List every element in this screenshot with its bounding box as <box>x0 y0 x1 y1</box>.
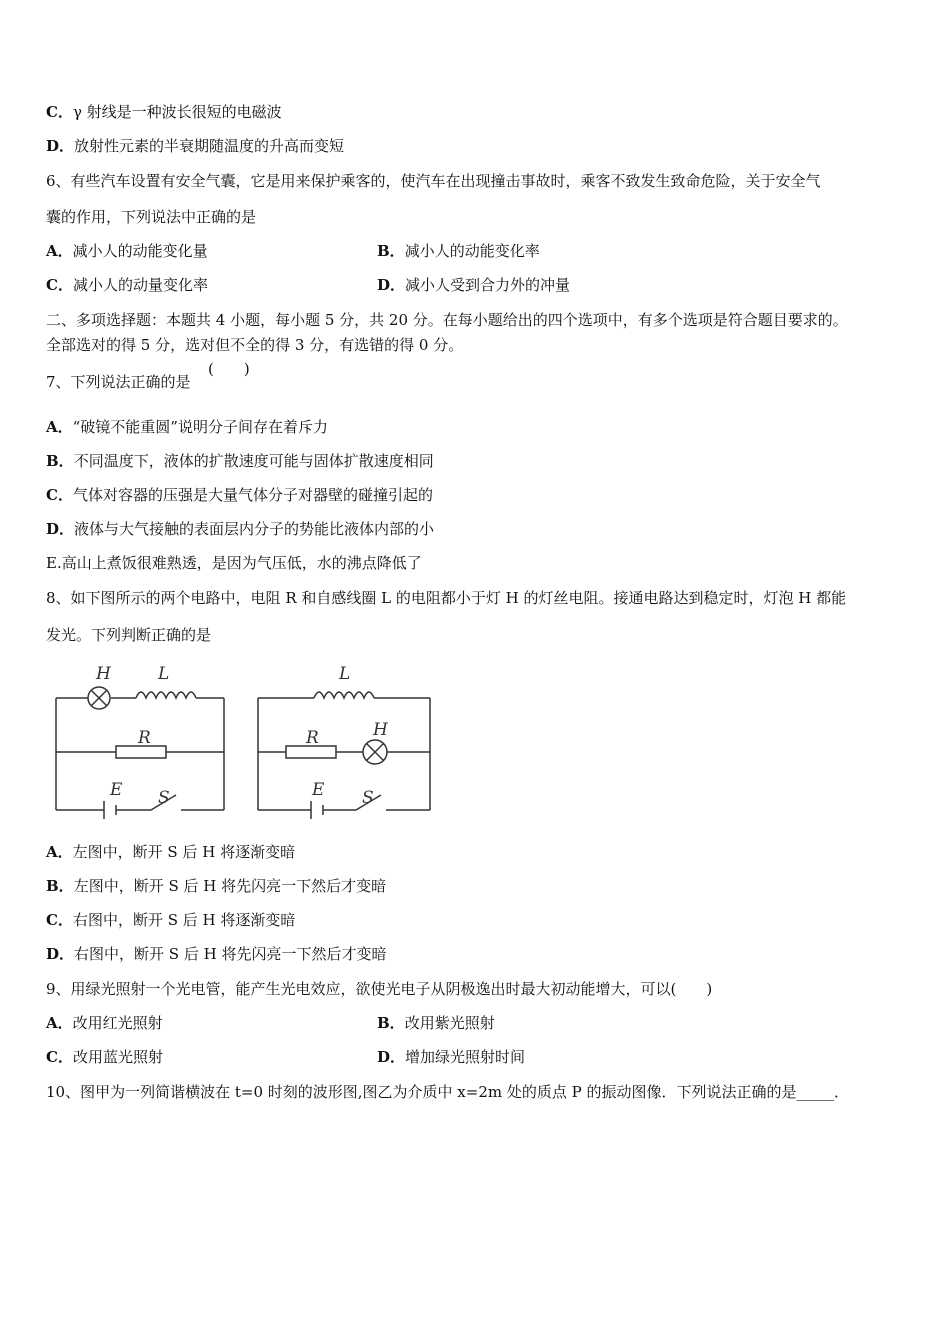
right-label-switch: S <box>362 788 374 808</box>
right-label-battery: E <box>312 780 325 800</box>
left-lamp <box>88 687 110 709</box>
q8-option-b <box>46 876 386 896</box>
option-text: 右图中，断开 S 后 H 将逐渐变暗 <box>72 911 296 929</box>
option-text: 左图中，断开 S 后 H 将先闪亮一下然后才变暗 <box>73 877 387 895</box>
q9-option-c <box>46 1047 163 1067</box>
option-text: 改用蓝光照射 <box>72 1048 163 1066</box>
option-text: 减小人的动能变化量 <box>72 242 208 260</box>
option-letter: A． <box>46 418 73 436</box>
left-circuit <box>56 692 224 810</box>
q9-stem: 9、用绿光照射一个光电管，能产生光电效应，欲使光电子从阴极逸出时最大初动能增大，可以( ) <box>46 980 713 998</box>
circuit-figure <box>46 655 446 820</box>
left-label-inductor: L <box>158 664 170 684</box>
option-letter: C． <box>46 276 73 294</box>
option-letter: A． <box>46 242 73 260</box>
option-text: 气体对容器的压强是大量气体分子对器壁的碰撞引起的 <box>72 486 433 504</box>
q8-option-d <box>46 944 386 964</box>
option-text: 右图中，断开 S 后 H 将先闪亮一下然后才变暗 <box>74 945 387 963</box>
right-label-lamp: H <box>373 720 388 740</box>
q7-answer-paren: ( ) <box>208 360 250 378</box>
option-letter: B． <box>46 452 74 470</box>
q6-option-b <box>377 241 540 261</box>
left-label-battery: E <box>110 780 123 800</box>
right-label-inductor: L <box>339 664 351 684</box>
option-text: 减小人的动量变化率 <box>72 276 208 294</box>
option-letter: D． <box>46 137 75 155</box>
q7-stem: 7、下列说法正确的是 <box>46 373 191 391</box>
q9-option-b <box>377 1013 495 1033</box>
q6-option-d <box>377 275 570 295</box>
section2-line2: 全部选对的得 5 分，选对但不全的得 3 分，有选错的得 0 分。 <box>46 336 464 354</box>
q6-option-a <box>46 241 208 261</box>
q7-option-c <box>46 485 433 505</box>
option-letter: B． <box>377 242 405 260</box>
option-letter: D． <box>46 945 75 963</box>
option-text: 左图中，断开 S 后 H 将逐渐变暗 <box>72 843 296 861</box>
option-text: γ 射线是一种波长很短的电磁波 <box>72 103 282 121</box>
q6-stem-line1: 6、有些汽车设置有安全气囊，它是用来保护乘客的，使汽车在出现撞击事故时，乘客不致发生致命危险，关于安全气 <box>46 172 821 190</box>
option-letter: B． <box>46 877 74 895</box>
option-letter: A． <box>46 843 73 861</box>
option-letter: C． <box>46 911 73 929</box>
right-battery <box>311 801 323 819</box>
left-battery <box>104 801 116 819</box>
q6-stem-line2: 囊的作用，下列说法中正确的是 <box>46 208 257 226</box>
q8-option-a <box>46 842 295 862</box>
q10-stem: 10、图甲为一列简谐横波在 t=0 时刻的波形图,图乙为介质中 x=2m 处的质点 P 的振动图像．下列说法正确的是_____． <box>46 1083 849 1101</box>
right-lamp <box>363 740 387 764</box>
option-text: 改用紫光照射 <box>404 1014 495 1032</box>
option-text: 减小人受到合力外的冲量 <box>405 276 571 294</box>
option-letter: A． <box>46 1014 73 1032</box>
q9-option-a <box>46 1013 163 1033</box>
option-letter: C． <box>46 103 73 121</box>
option-letter: D． <box>377 276 406 294</box>
option-letter: B． <box>377 1014 405 1032</box>
q6-option-c <box>46 275 208 295</box>
q8-stem-line1: 8、如下图所示的两个电路中，电阻 R 和自感线圈 L 的电阻都小于灯 H 的灯丝电阻。接通电路达到稳定时，灯泡 H 都能 <box>46 589 847 607</box>
q7-option-e: E.高山上煮饭很难熟透，是因为气压低，水的沸点降低了 <box>46 554 422 572</box>
right-circuit <box>258 692 430 810</box>
left-label-resistor: R <box>138 728 151 748</box>
section2-line1: 二、多项选择题：本题共 4 小题，每小题 5 分，共 20 分。在每小题给出的四个选项中，有多个选项是符合题目要求的。 <box>46 311 848 329</box>
q7-option-b <box>46 451 434 471</box>
option-letter: D． <box>46 520 75 538</box>
option-letter: C． <box>46 1048 73 1066</box>
left-label-switch: S <box>158 788 170 808</box>
option-text: 液体与大气接触的表面层内分子的势能比液体内部的小 <box>74 520 435 538</box>
option-letter: C． <box>46 486 73 504</box>
option-letter: D． <box>377 1048 406 1066</box>
option-text: “破镜不能重圆”说明分子间存在着斥力 <box>72 418 328 436</box>
right-label-resistor: R <box>306 728 319 748</box>
q5-option-d <box>46 136 344 156</box>
option-text: 不同温度下，液体的扩散速度可能与固体扩散速度相同 <box>73 452 434 470</box>
option-text: 减小人的动能变化率 <box>404 242 540 260</box>
q7-option-d <box>46 519 434 539</box>
option-text: 放射性元素的半衰期随温度的升高而变短 <box>74 137 345 155</box>
circuit-diagrams <box>46 655 446 824</box>
option-text: 增加绿光照射时间 <box>405 1048 526 1066</box>
q8-option-c <box>46 910 295 930</box>
q8-stem-line2: 发光。下列判断正确的是 <box>46 626 212 644</box>
q9-option-d <box>377 1047 525 1067</box>
option-text: 改用红光照射 <box>72 1014 163 1032</box>
q7-option-a <box>46 417 328 437</box>
left-label-lamp: H <box>96 664 111 684</box>
q5-option-c <box>46 102 282 122</box>
